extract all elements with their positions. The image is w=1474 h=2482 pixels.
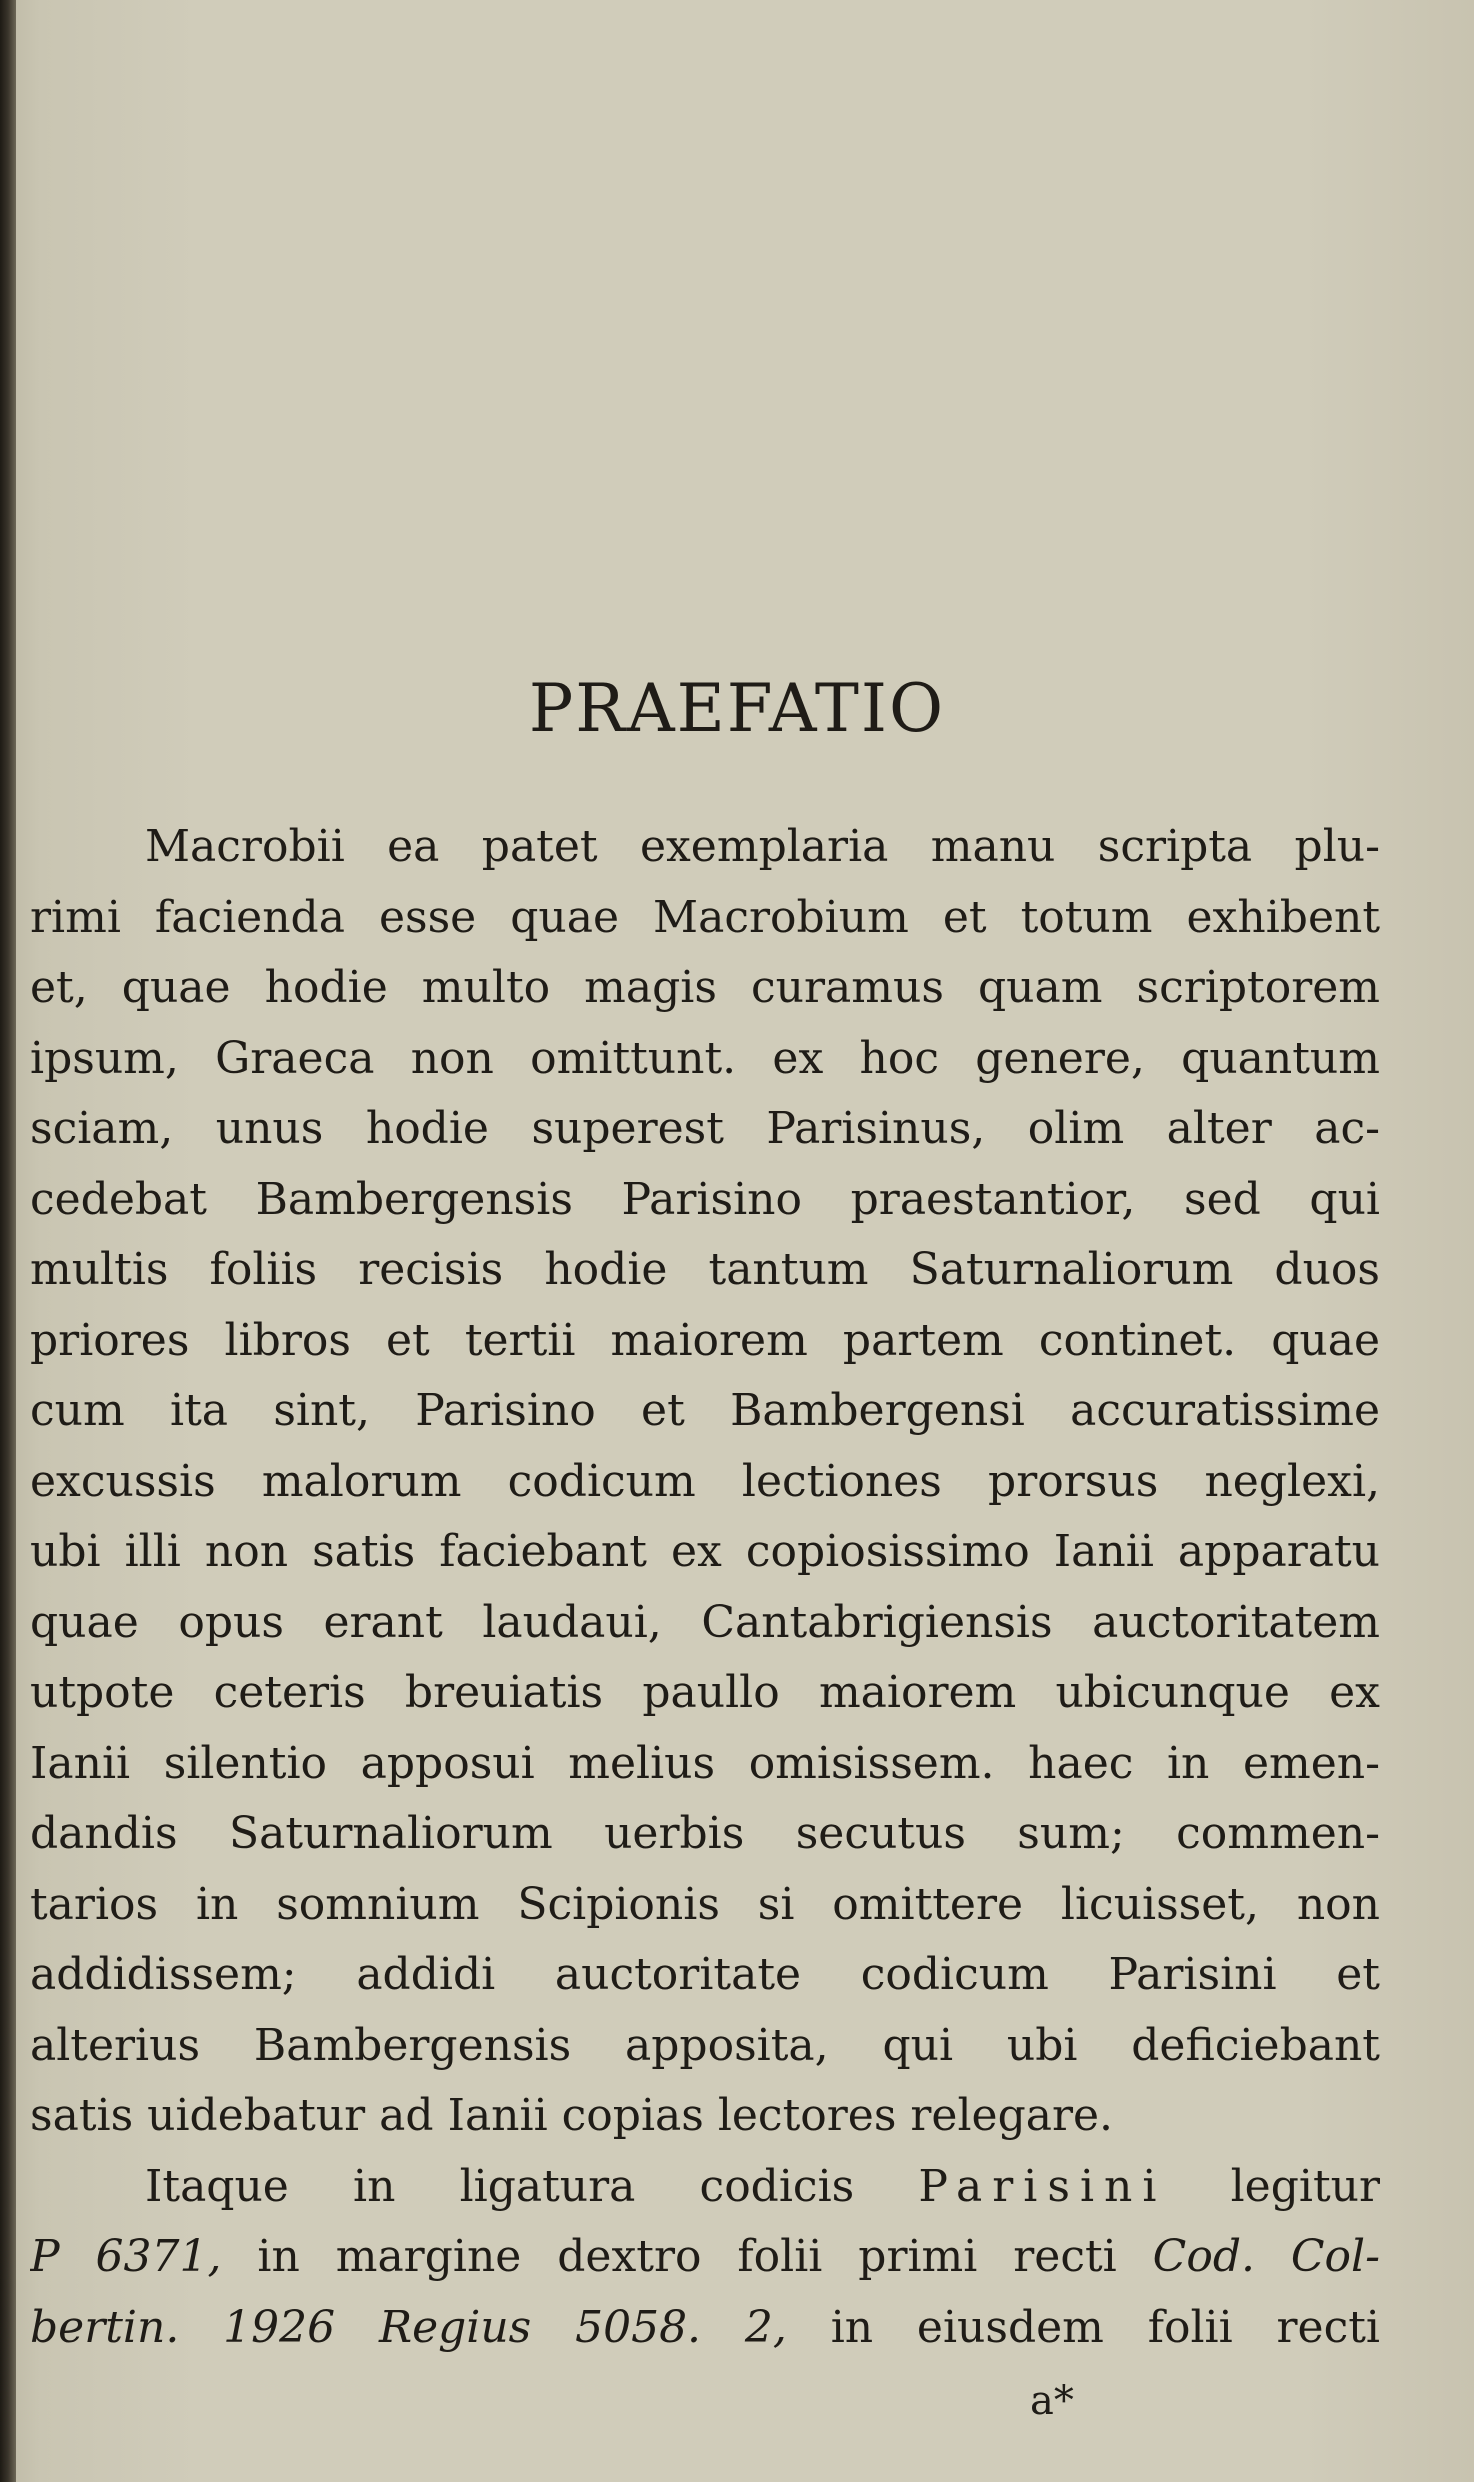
text-line: priores libros et tertii maiorem partem continet. quae	[30, 1314, 1380, 1366]
text-line: alterius Bambergensis apposita, qui ubi deficiebant	[30, 2019, 1380, 2071]
text-line: et, quae hodie multo magis curamus quam scriptorem	[30, 962, 1380, 1013]
signature-mark: a*	[1030, 2378, 1074, 2424]
text-line: ubi illi non satis faciebant ex copiosissimo Ianii apparatu	[30, 1526, 1380, 1577]
italic-reference: P 6371,	[30, 2231, 222, 2282]
text-line: addidissem; addidi auctoritate codicum Parisini et	[30, 1949, 1380, 2000]
text-line: dandis Saturnaliorum uerbis secutus sum; commen-	[30, 1808, 1380, 1859]
text-line	[30, 2152, 1380, 2223]
paragraph-1	[30, 812, 1380, 2152]
text-fragment: Itaque in ligatura codicis	[145, 2160, 855, 2212]
spaced-word: Parisini	[918, 2160, 1167, 2212]
text-line: satis uidebatur ad Ianii copias lectores relegare.	[30, 2090, 1114, 2141]
italic-reference: bertin. 1926 Regius 5058. 2,	[30, 2301, 787, 2353]
text-fragment: in margine dextro folii primi recti	[257, 2231, 1117, 2282]
text-line: excussis malorum codicum lectiones prorsus neglexi,	[30, 1455, 1380, 1507]
bleed-through-shadow	[20, 60, 1440, 760]
italic-reference: Cod. Col-	[1152, 2231, 1380, 2282]
text-line: ipsum, Graeca non omittunt. ex hoc genere, quantum	[30, 1032, 1380, 1084]
binding-edge	[0, 0, 16, 2482]
text-line: multis foliis recisis hodie tantum Saturnaliorum duos	[30, 1244, 1380, 1295]
text-line: sciam, unus hodie superest Parisinus, olim alter ac-	[30, 1103, 1380, 1154]
text-fragment: in eiusdem folii recti	[830, 2301, 1380, 2353]
text-line: cum ita sint, Parisino et Bambergensi accuratissime	[30, 1385, 1380, 1436]
text-line: tarios in somnium Scipionis si omittere licuisset, non	[30, 1878, 1380, 1930]
page-title: PRAEFATIO	[528, 670, 946, 747]
text-line	[30, 2222, 1380, 2293]
text-line	[30, 2293, 1380, 2364]
text-line: rimi facienda esse quae Macrobium et totum exhibent	[30, 891, 1380, 943]
text-line: quae opus erant laudaui, Cantabrigiensis auctoritatem	[30, 1596, 1380, 1648]
preface-text	[30, 812, 1380, 2363]
text-line: utpote ceteris breuiatis paullo maiorem ubicunque ex	[30, 1667, 1380, 1718]
text-line: Macrobii ea patet exemplaria manu scripta plu-	[145, 821, 1380, 872]
text-line: Ianii silentio apposui melius omisissem. haec in emen-	[30, 1737, 1380, 1789]
text-fragment: legitur	[1230, 2160, 1380, 2212]
text-line: cedebat Bambergensis Parisino praestantior, sed qui	[30, 1173, 1380, 1225]
paragraph-2	[30, 2152, 1380, 2364]
